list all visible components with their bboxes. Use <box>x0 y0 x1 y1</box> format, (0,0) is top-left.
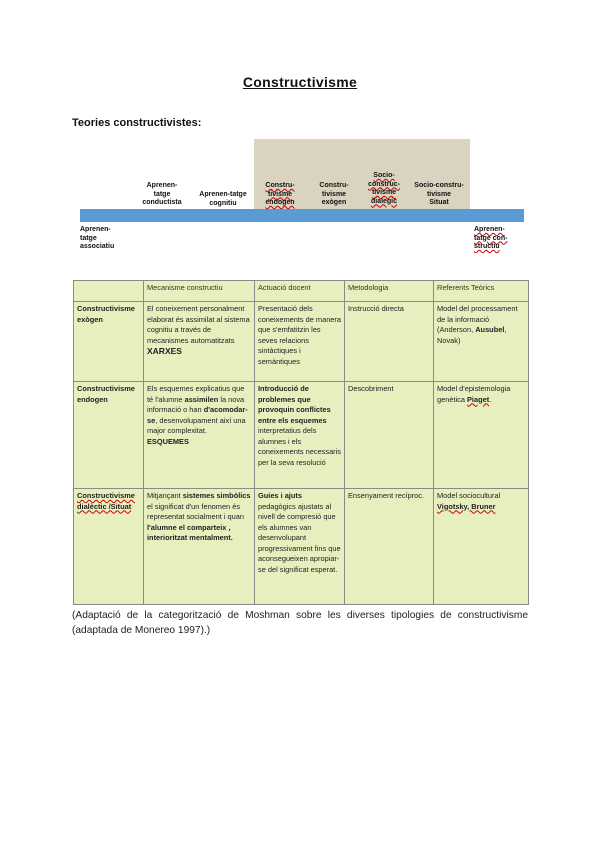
diagram-label-conductista: Aprenen- tatge conductista <box>142 182 182 206</box>
cell-referents: Model sociocultural Vigotsky, Bruner <box>434 489 529 605</box>
row-label: Constructivisme endogen <box>74 382 144 489</box>
table-row <box>74 382 529 489</box>
diagram-label-cognitiu: Aprenen-tatge cognitiu <box>199 191 247 207</box>
cell-actuacio: Presentació dels coneixements de manera que s'emfatitzin les seves relacions sintàctiques i semàntiques <box>255 302 345 382</box>
table-row <box>74 302 529 382</box>
row-label: Constructivisme exògen <box>74 302 144 382</box>
cell-referents: Model del processament de la informació (Anderson, Ausubel, Novak) <box>434 302 529 382</box>
cell-mecanisme: El coneixement personalment elaborat és assimilat al sistema cognitiu a través de mecanismes automatitzats XARXES <box>144 302 255 382</box>
cell-mecanisme: Els esquemes explicatius que té l'alumne assimilen la nova informació o han d'acomodar-se, desenvolupament així una major complexitat. ESQUEMES <box>144 382 255 489</box>
cell-metodologia: Descobriment <box>345 382 434 489</box>
table-caption: (Adaptació de la categorització de Moshman sobre les diverses tipologies de constructivisme (adaptada de Monereo 1997).) <box>72 610 528 636</box>
table-header-cell: Actuació docent <box>255 281 345 302</box>
cell-referents: Model d'epistemologia genètica Piaget. <box>434 382 529 489</box>
row-label: Constructivisme dialèctic /Situat <box>74 489 144 605</box>
cell-metodologia: Ensenyament recíproc. <box>345 489 434 605</box>
table-header-cell <box>74 281 144 302</box>
cell-actuacio: Introducció de problemes que provoquin conflictes entre els esquemes interpretatius dels alumnes i els coneixements necessaris per la seva resolució <box>255 382 345 489</box>
table-header-cell: Metodologia <box>345 281 434 302</box>
diagram-label-situat: Socio-constru- tivisme Situat <box>414 182 464 206</box>
section-subtitle: Teories constructivistes: <box>72 117 202 129</box>
page-title: Constructivisme <box>242 74 358 90</box>
constructivism-table <box>73 280 529 605</box>
cell-metodologia: Instrucció directa <box>345 302 434 382</box>
diagram-label-exogen: Constru- tivisme exògen <box>319 182 349 206</box>
diagram-label-endogen: Constru- tivisme endogen <box>265 182 295 206</box>
table-header-cell: Mecanisme constructiu <box>144 281 255 302</box>
diagram-spectrum-bar <box>80 209 524 222</box>
table-row <box>74 489 529 605</box>
cell-actuacio: Guies i ajuts pedagògics ajustats al nivell de compresió que els alumnes van desenvolupant progressivament fins que aconsegueixen apropiar-se del significat esperat. <box>255 489 345 605</box>
diagram-end-left: Aprenen- tatge associatiu <box>80 226 115 250</box>
diagram-label-dialegic: Socio- construc- tivisme dialegic <box>368 172 400 205</box>
table-header-cell: Referents Teòrics <box>434 281 529 302</box>
diagram-end-right: Aprenen- tatge con- structiu <box>474 226 508 250</box>
cell-mecanisme: Mitjançant sistemes simbòlics el significat d'un fenomen és representat socialment i quan l'alumne el comparteix , interioritzat mentalment. <box>144 489 255 605</box>
table-header-row <box>74 281 529 302</box>
